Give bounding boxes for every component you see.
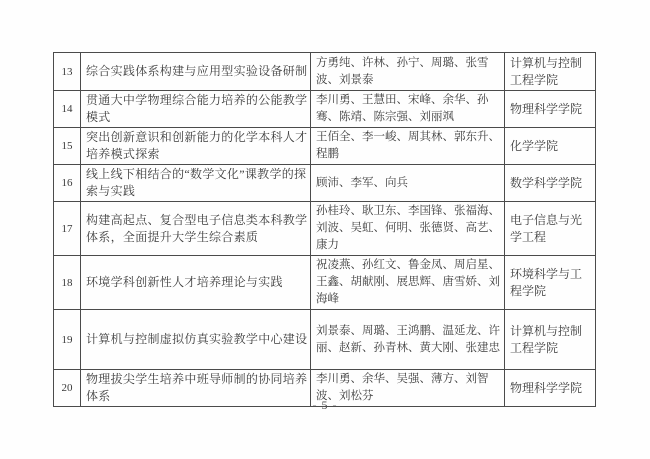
row-number-cell: 18 — [54, 256, 81, 310]
members-cell: 李川勇、余华、吴强、薄方、刘智波、刘松芬 — [311, 370, 505, 407]
row-number-cell: 15 — [54, 128, 81, 165]
college-cell: 计算机与控制工程学院 — [505, 310, 596, 370]
college-cell: 物理科学学院 — [505, 91, 596, 128]
project-title-cell: 构建高起点、复合型电子信息类本科教学体系，全面提升大学生综合素质 — [81, 202, 311, 256]
members-cell: 方勇纯、许林、孙宁、周璐、张雪波、刘景泰 — [311, 53, 505, 91]
college-cell: 环境科学与工程学院 — [505, 256, 596, 310]
project-table-body — [54, 53, 596, 407]
table-row — [54, 128, 596, 165]
project-title-cell: 贯通大中学物理综合能力培养的公能教学模式 — [81, 91, 311, 128]
table-row — [54, 202, 596, 256]
project-title-cell: 物理拔尖学生培养中班导师制的协同培养体系 — [81, 370, 311, 407]
project-title-cell: 综合实践体系构建与应用型实验设备研制 — [81, 53, 311, 91]
members-cell: 刘景泰、周璐、王鸿鹏、温延龙、许丽、赵新、孙青林、黄大刚、张建忠 — [311, 310, 505, 370]
project-title-cell: 计算机与控制虚拟仿真实验教学中心建设 — [81, 310, 311, 370]
college-cell: 化学学院 — [505, 128, 596, 165]
members-cell: 李川勇、王慧田、宋峰、余华、孙骞、陈靖、陈宗强、刘丽飒 — [311, 91, 505, 128]
row-number-cell: 13 — [54, 53, 81, 91]
row-number-cell: 19 — [54, 310, 81, 370]
members-cell: 王佰全、李一峻、周其林、郭东升、程鹏 — [311, 128, 505, 165]
project-title-cell: 线上线下相结合的“数学文化”课教学的探索与实践 — [81, 165, 311, 202]
college-cell: 电子信息与光学工程 — [505, 202, 596, 256]
table-row — [54, 256, 596, 310]
members-cell: 祝凌燕、孙红文、鲁金凤、周启星、王鑫、胡献刚、展思辉、唐雪娇、刘海峰 — [311, 256, 505, 310]
college-cell: 数学科学学院 — [505, 165, 596, 202]
project-title-cell: 环境学科创新性人才培养理论与实践 — [81, 256, 311, 310]
college-cell: 物理科学学院 — [505, 370, 596, 407]
project-title-cell: 突出创新意识和创新能力的化学本科人才培养模式探索 — [81, 128, 311, 165]
page-number: - 5 - — [312, 398, 338, 412]
table-row — [54, 53, 596, 91]
row-number-cell: 16 — [54, 165, 81, 202]
table-row — [54, 165, 596, 202]
row-number-cell: 17 — [54, 202, 81, 256]
college-cell: 计算机与控制工程学院 — [505, 53, 596, 91]
members-cell: 孙桂玲、耿卫东、李国锋、张福海、刘波、吴虹、何明、张德贤、高艺、康力 — [311, 202, 505, 256]
row-number-cell: 20 — [54, 370, 81, 407]
project-table — [53, 52, 596, 407]
row-number-cell: 14 — [54, 91, 81, 128]
table-row — [54, 310, 596, 370]
table-row — [54, 91, 596, 128]
members-cell: 顾沛、李军、向兵 — [311, 165, 505, 202]
